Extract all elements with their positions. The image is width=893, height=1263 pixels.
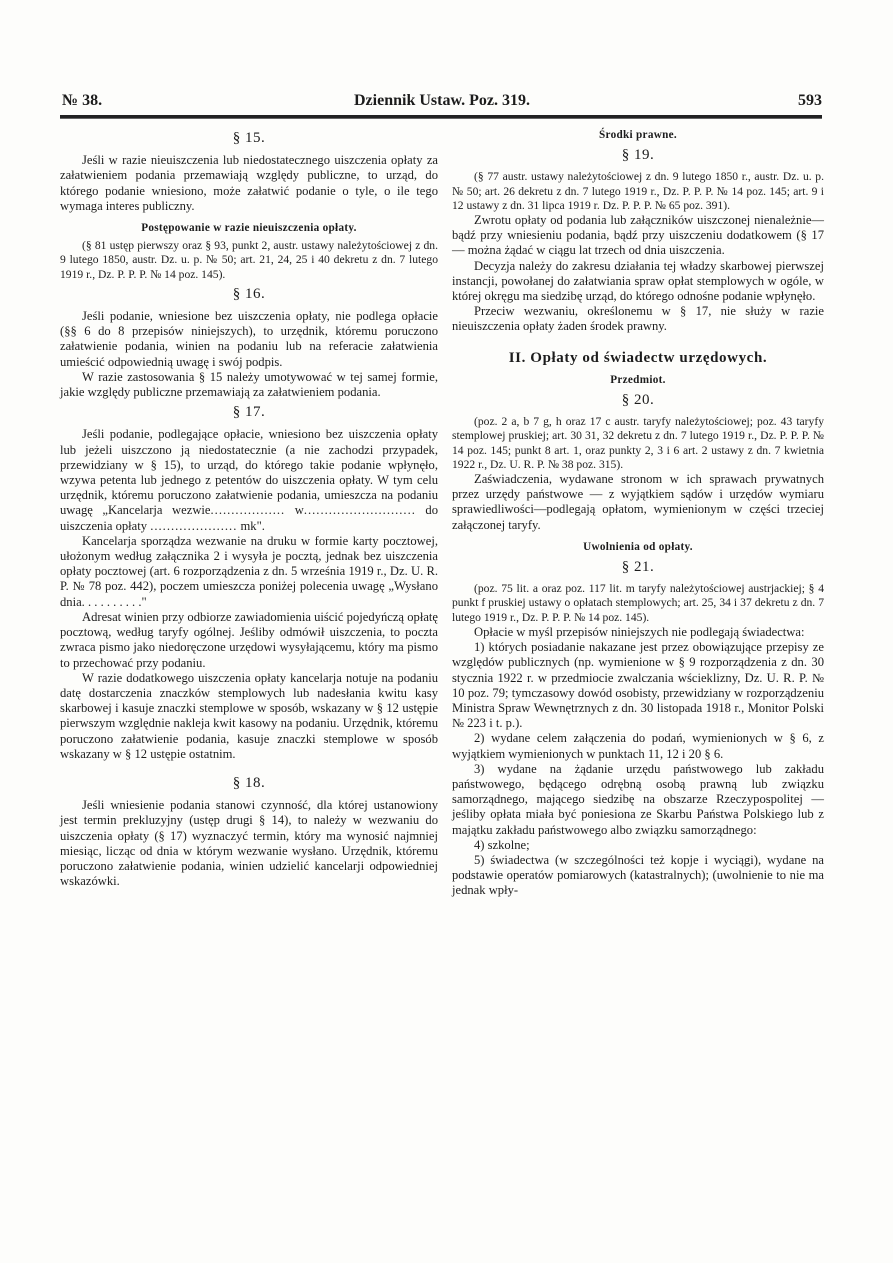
subheading-procedure: Postępowanie w razie nieuiszczenia opłaty.	[141, 222, 357, 235]
legal-references: (§ 77 austr. ustawy należytościowej z dn. 9 lutego 1850 r., austr. Dz. u. p. № 50; art. 26 dekretu z dn. 7 lutego 1919 r., Dz. P. P. P. № 14 poz. 145; art. 9 i 12 ustawy z dn. 31 lipca 1919 r. Dz. P. P. P. № 65 poz. 391).	[452, 170, 824, 212]
legal-references: (poz. 75 lit. a oraz poz. 117 lit. m taryfy należytościowej austrjackiej; § 4 punkt f pruskiej ustawy o opłatach stemplowych; art. 25, 34 i 37 dekretu z dn. 7 lutego 1919 r., Dz. P. P. P. № 14 poz. 145).	[452, 582, 824, 624]
chapter-heading: II. Opłaty od świadectw urzędowych.	[508, 349, 768, 366]
paragraph: Decyzja należy do zakresu działania tej władzy skarbowej pierwszej instancji, powołanej do załatwiania spraw opłat stemplowych w ogóle, w której okręgu ma siedzibę urząd, do którego odnośne podanie wpłynęło.	[452, 258, 824, 304]
blank-line: ..................	[210, 503, 286, 518]
section-heading-21: § 21.	[621, 559, 655, 576]
section-heading-17: § 17.	[232, 404, 266, 421]
exemption-list	[452, 640, 824, 898]
legal-references: (poz. 2 a, b 7 g, h oraz 17 c austr. taryfy należytościowej; poz. 43 taryfy stemplowej pruskiej; art. 30 31, 32 dekretu z dn. 7 lutego 1919 r., Dz. P. P. P. № 14 poz. 145; punkt 8 art. 1, oraz punkty 2, 3 i 6 art. 2 ustawy z dn. 7 kwietnia 1922 r., Dz. U. R. P. № 38 poz. 315).	[452, 415, 824, 471]
section-heading-16: § 16.	[232, 285, 266, 302]
list-item: 4) szkolne;	[474, 837, 530, 852]
paragraph: Kancelarja sporządza wezwanie na druku w formie karty pocztowej, ułożonym według załącznika 2 i wysyła je pocztą, jednak bez uiszczenia opłaty pocztowej (art. 6 rozporządzenia z dn. 5 września 1919 r., Dz. U. R. P. № 78 poz. 442), poczem umieszcza poniżej polecenia uwagę „Wysłano dnia. . . . . . . . . ."	[60, 533, 438, 609]
paragraph: Jeśli w razie nieuiszczenia lub niedostatecznego uiszczenia opłaty za załatwieniem podania przemawiają względy publiczne, to urząd, do którego podanie wniesiono, może załatwić podanie o tyle, o ile tego wymaga interes publiczny.	[60, 153, 438, 213]
section-heading-15: § 15.	[232, 130, 266, 146]
legal-references: (§ 81 ustęp pierwszy oraz § 93, punkt 2, austr. ustawy należytościowej z dn. 9 lutego 1850, austr. Dz. u. p. № 50; art. 21, 24, 25 i 40 dekretu z dn. 7 lutego 1919 r., Dz. P. P. P. № 14 poz. 145).	[60, 239, 438, 281]
journal-title: Dziennik Ustaw. Poz. 319.	[354, 92, 530, 109]
paragraph-text: do uiszczenia opłaty	[60, 503, 439, 533]
subheading-remedies: Środki prawne.	[599, 129, 677, 141]
header-rule	[60, 115, 822, 119]
page-header	[62, 92, 822, 114]
paragraph: Przeciw wezwaniu, określonemu w § 17, nie służy w razie nieuiszczenia opłaty żaden środek prawny.	[452, 304, 824, 334]
paragraph: Adresat winien przy odbiorze zawiadomienia uiścić pojedyńczą opłatę pocztową, według taryfy ogólnej. Jeśliby odmówił uiszczenia, to poczta zwraca pismo jako niedoręczone urzędowi wysyłającemu, który ma pismo to przechować przy podaniu.	[60, 609, 438, 670]
subheading-exemptions: Uwolnienia od opłaty.	[583, 540, 693, 553]
list-item: 1) których posiadanie nakazane jest przez obowiązujące przepisy ze względów publicznych (np. wymienione w § 9 rozporządzenia z dn. 30 stycznia 1922 r. w przedmiocie zwalczania wścieklizny, Dz. U. R. P. № 10 poz. 79; tymczasowy dowód osobisty, przewidziany w rozporządzeniu Ministra Spraw Wewnętrznych z dn. 30 listopada 1918 r., Monitor Polski № 223 i t. p.).	[452, 640, 824, 731]
blank-line: ...........................	[303, 503, 416, 518]
subheading-subject: Przedmiot.	[610, 373, 666, 386]
paragraph: Zwrotu opłaty od podania lub załączników uiszczonej nienależnie— bądź przy wniesieniu podania, bądź przy uiszczeniu dodatkowem (§ 17 — można żądać w ciągu lat trzech od dnia uiszczenia.	[452, 213, 824, 258]
paragraph-text: w	[294, 503, 304, 518]
paragraph: Opłacie w myśl przepisów niniejszych nie podlegają świadectwa:	[474, 624, 805, 639]
list-item: 5) świadectwa (w szczególności też kopje i wyciągi), wydane na podstawie operatów pomiarowych (katastralnych); (uwolnienie to nie ma jednak wpły-	[452, 852, 824, 898]
page-number: 593	[798, 92, 822, 109]
issue-number: № 38.	[62, 92, 103, 109]
paragraph: Jeśli wniesienie podania stanowi czynność, dla której ustanowiony jest termin prekluzyjny (ustęp drugi § 14), to należy w wezwaniu do uiszczenia opłaty (§ 17) wyznaczyć termin, który ma wynosić najmniej miesiąc, licząc od dnia w którym wezwanie wysłano. Urzędnik, któremu poruczono załatwienie podania, winien udzielić kancelarji odpowiedniej wskazówki.	[60, 798, 438, 889]
paragraph: W razie dodatkowego uiszczenia opłaty kancelarja notuje na podaniu datę dostarczenia znaczków stemplowych lub nadesłania kwitu kasy skarbowej i kasuje znaczki stemplowe w sposób, wskazany w § 12 ustępie pierwszym względnie nakleja kwit kasowy na podaniu. Urzędnik, któremu poruczono załatwienie podania, kasuje znaczki stemplowe w sposób wskazany w § 12 ustępie ostatnim.	[60, 670, 438, 761]
left-column	[60, 126, 438, 889]
paragraph-text: Jeśli podanie, podlegające opłacie, wniesiono bez uiszczenia opłaty lub jeżeli uiszczono ją niedostatecznie (a nie zachodzi przypadek, przewidziany w § 15), to urząd, do którego takie podanie wpłynęło, wzywa petenta lub jednego z petentów do uiszczenia opłaty. W tym celu urzędnik, któremu poruczono załatwienie podania, umieszcza na podaniu uwagę „Kancelarja wezwie	[60, 427, 438, 518]
section-heading-18: § 18.	[232, 774, 266, 791]
paragraph	[60, 427, 438, 533]
right-column	[452, 126, 824, 899]
paragraph-text: mk".	[240, 518, 265, 533]
list-item: 3) wydane na żądanie urzędu państwowego lub zakładu państwowego, będącego odrębną osobą prawną lub związku samorządnego, mającego siedzibę na obszarze Rzeczypospolitej — jeśliby opłata miała być poniesiona ze Skarbu Państwa Polskiego lub z majątku zakładu państwowego albo związku samorządnego:	[452, 761, 824, 837]
paragraph: Zaświadczenia, wydawane stronom w ich sprawach prywatnych przez urzędy państwowe — z wyjątkiem sądów i urzędów wymiaru sprawiedliwości—podlegają opłatom, wymienionym w części trzeciej załączonej taryfy.	[452, 472, 824, 532]
section-heading-20: § 20.	[621, 392, 655, 409]
section-heading-19: § 19.	[621, 147, 655, 164]
paragraph: Jeśli podanie, wniesione bez uiszczenia opłaty, nie podlega opłacie (§§ 6 do 8 przepisów niniejszych), to urzędnik, któremu poruczono załatwienie podania, winien na podaniu lub na referacie załatwienia umieścić odpowiednią uwagę i swój podpis.	[60, 309, 438, 369]
list-item: 2) wydane celem załączenia do podań, wymienionych w § 6, z wyjątkiem wymienionych w punktach 11, 12 i 20 § 6.	[452, 731, 824, 761]
blank-line: .....................	[150, 518, 238, 533]
paragraph: W razie zastosowania § 15 należy umotywować w tej samej formie, jakie względy publiczne przemawiają za załatwieniem podania.	[60, 369, 438, 400]
